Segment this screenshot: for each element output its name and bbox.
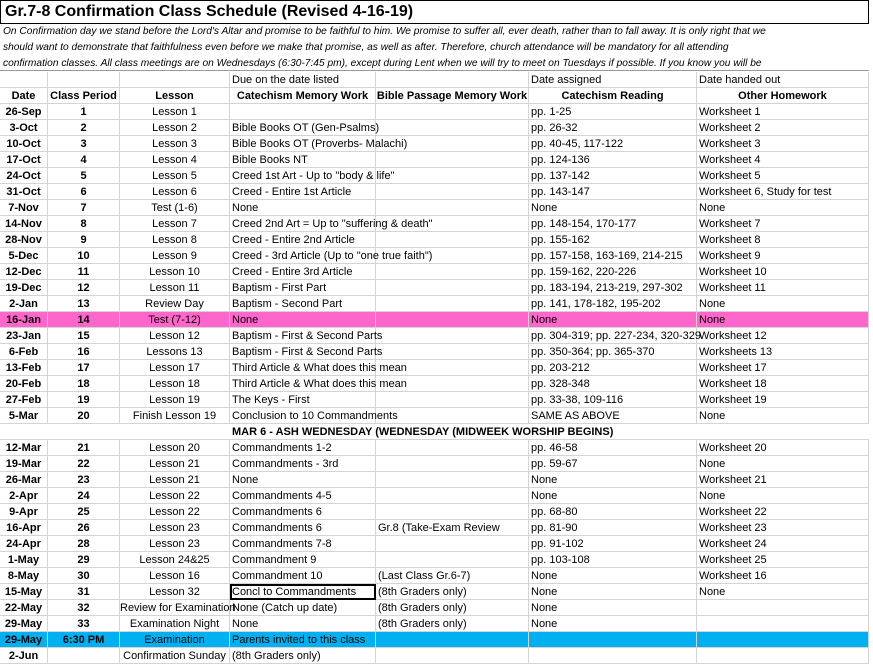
- cell-catechism-memory[interactable]: None: [230, 616, 376, 632]
- cell-homework[interactable]: Worksheet 9: [697, 248, 869, 264]
- cell-period[interactable]: 12: [48, 280, 120, 296]
- cell-lesson[interactable]: Lesson 4: [120, 152, 230, 168]
- cell-homework[interactable]: Worksheet 18: [697, 376, 869, 392]
- cell-period[interactable]: 11: [48, 264, 120, 280]
- cell-reading[interactable]: pp. 328-348: [529, 376, 697, 392]
- cell-bible-memory[interactable]: (Last Class Gr.6-7): [376, 568, 529, 584]
- cell-catechism-memory[interactable]: Commandments - 3rd: [230, 456, 376, 472]
- cell-period[interactable]: 8: [48, 216, 120, 232]
- cell-date[interactable]: 24-Oct: [0, 168, 48, 184]
- table-row: [0, 600, 869, 616]
- cell-catechism-memory[interactable]: Creed - Entire 2nd Article: [230, 232, 376, 248]
- cell-period[interactable]: 25: [48, 504, 120, 520]
- cell[interactable]: [120, 424, 230, 440]
- cell-homework[interactable]: None: [697, 200, 869, 216]
- cell-catechism-memory[interactable]: Creed - 3rd Article (Up to "one true faith"): [232, 250, 433, 262]
- cell-catechism-memory[interactable]: Commandments 4-5: [230, 488, 376, 504]
- cell-reading[interactable]: pp. 203-212: [529, 360, 697, 376]
- cell-reading[interactable]: SAME AS ABOVE: [529, 408, 697, 424]
- cell-reading[interactable]: pp. 157-158, 163-169, 214-215: [529, 248, 697, 264]
- cell-reading[interactable]: pp. 155-162: [529, 232, 697, 248]
- cell-lesson[interactable]: Lesson 32: [120, 584, 230, 600]
- cell-period[interactable]: 23: [48, 472, 120, 488]
- cell-date[interactable]: 24-Apr: [0, 536, 48, 552]
- cell-reading[interactable]: [529, 648, 697, 664]
- cell-lesson[interactable]: Review for Examination: [120, 602, 236, 614]
- cell-bible-memory[interactable]: [376, 104, 529, 120]
- table-row: [0, 296, 869, 312]
- cell-bible-memory[interactable]: [376, 200, 529, 216]
- cell-reading[interactable]: None: [529, 472, 697, 488]
- table-row: [0, 504, 869, 520]
- cell-reading[interactable]: pp. 143-147: [529, 184, 697, 200]
- cell-lesson[interactable]: Lesson 5: [120, 168, 230, 184]
- cell-bible-memory[interactable]: (8th Graders only): [376, 600, 529, 616]
- cell-period[interactable]: 22: [48, 456, 120, 472]
- cell-homework[interactable]: Worksheet 6, Study for test: [697, 184, 869, 200]
- cell-catechism-memory[interactable]: Baptism - First & Second Parts: [232, 346, 383, 358]
- cell-date[interactable]: 5-Dec: [0, 248, 48, 264]
- cell-date[interactable]: 14-Nov: [0, 216, 48, 232]
- table-row: [0, 552, 869, 568]
- cell-date[interactable]: 2-Jun: [0, 648, 48, 664]
- cell-homework[interactable]: Worksheet 5: [697, 168, 869, 184]
- cell-catechism-memory[interactable]: None: [230, 200, 376, 216]
- cell-bible-memory[interactable]: Gr.8 (Take-Exam Review: [376, 520, 529, 536]
- cell-lesson[interactable]: Lesson 21: [120, 456, 230, 472]
- cell[interactable]: [48, 72, 120, 88]
- cell-period[interactable]: 10: [48, 248, 120, 264]
- cell-reading[interactable]: pp. 103-108: [529, 552, 697, 568]
- cell-period[interactable]: 14: [48, 312, 120, 328]
- table-row: [0, 136, 869, 152]
- cell-period[interactable]: 9: [48, 232, 120, 248]
- cell-reading[interactable]: [529, 632, 697, 648]
- cell[interactable]: [48, 424, 120, 440]
- table-row: [0, 632, 869, 648]
- header-catechism-reading[interactable]: Catechism Reading: [529, 88, 697, 104]
- cell-homework[interactable]: None: [697, 584, 869, 600]
- cell-reading[interactable]: None: [529, 312, 697, 328]
- cell-homework[interactable]: Worksheet 12: [697, 328, 869, 344]
- cell-homework[interactable]: None: [697, 312, 869, 328]
- table-row: [0, 248, 869, 264]
- cell-catechism-memory[interactable]: Baptism - First & Second Parts: [232, 330, 383, 342]
- cell-catechism-memory[interactable]: Third Article & What does this mean: [232, 378, 407, 390]
- cell-reading[interactable]: pp. 81-90: [529, 520, 697, 536]
- cell-bible-memory[interactable]: [376, 296, 529, 312]
- cell-date[interactable]: 5-Mar: [0, 408, 48, 424]
- cell-lesson[interactable]: Lesson 3: [120, 136, 230, 152]
- cell-date[interactable]: 29-May: [0, 632, 48, 648]
- cell-catechism-memory[interactable]: Third Article & What does this mean: [232, 362, 407, 374]
- cell-bible-memory[interactable]: [376, 184, 529, 200]
- intro-line: confirmation classes. All class meetings are on Wednesdays (6:30-7:45 pm), except during Lent when we will try to meet on Tuesdays if possible. If you know you will be: [3, 58, 762, 69]
- cell-reading[interactable]: pp. 1-25: [529, 104, 697, 120]
- header-row: [0, 88, 869, 104]
- cell-reading[interactable]: None: [529, 488, 697, 504]
- header-date[interactable]: Date: [0, 88, 48, 104]
- cell-bible-memory[interactable]: [376, 472, 529, 488]
- table-row: [0, 360, 869, 376]
- sheet-title[interactable]: Gr.7-8 Confirmation Class Schedule (Revised 4-16-19): [0, 0, 869, 24]
- cell-period[interactable]: 7: [48, 200, 120, 216]
- table-row: [0, 184, 869, 200]
- cell-homework[interactable]: Worksheet 3: [697, 136, 869, 152]
- cell-catechism-memory[interactable]: Baptism - Second Part: [230, 296, 376, 312]
- cell-reading[interactable]: pp. 26-32: [529, 120, 697, 136]
- cell-period[interactable]: 4: [48, 152, 120, 168]
- cell-date[interactable]: 3-Oct: [0, 120, 48, 136]
- cell-lesson[interactable]: Lesson 18: [120, 376, 230, 392]
- cell-catechism-memory[interactable]: Bible Books OT (Gen-Psalms): [232, 122, 380, 134]
- cell-homework[interactable]: Worksheet 19: [697, 392, 869, 408]
- cell-reading[interactable]: pp. 350-364; pp. 365-370: [529, 344, 697, 360]
- cell-bible-memory[interactable]: [376, 120, 529, 136]
- cell-reading[interactable]: pp. 304-319; pp. 227-234, 320-329: [531, 330, 702, 342]
- cell-period[interactable]: 19: [48, 392, 120, 408]
- cell-date[interactable]: 27-Feb: [0, 392, 48, 408]
- selected-cell[interactable]: Concl to Commandments: [230, 584, 376, 600]
- cell-homework[interactable]: Worksheet 23: [697, 520, 869, 536]
- cell-period[interactable]: 31: [48, 584, 120, 600]
- cell-date[interactable]: 6-Feb: [0, 344, 48, 360]
- cell-catechism-memory[interactable]: Parents invited to this class: [230, 632, 376, 648]
- cell-bible-memory[interactable]: [376, 344, 529, 360]
- cell-date[interactable]: 13-Feb: [0, 360, 48, 376]
- cell-lesson[interactable]: Finish Lesson 19: [120, 408, 230, 424]
- cell-homework[interactable]: None: [697, 488, 869, 504]
- cell-reading[interactable]: pp. 141, 178-182, 195-202: [529, 296, 697, 312]
- header-lesson[interactable]: Lesson: [120, 88, 230, 104]
- cell-catechism-memory[interactable]: Creed - Entire 1st Article: [230, 184, 376, 200]
- cell-catechism-memory[interactable]: None: [230, 472, 376, 488]
- cell-date[interactable]: 9-Apr: [0, 504, 48, 520]
- table-row: [0, 328, 869, 344]
- cell-bible-memory[interactable]: [376, 408, 529, 424]
- cell-catechism-memory[interactable]: Bible Books OT (Proverbs- Malachi): [232, 138, 408, 150]
- cell-homework[interactable]: Worksheet 8: [697, 232, 869, 248]
- cell-period[interactable]: 20: [48, 408, 120, 424]
- cell-reading[interactable]: None: [529, 584, 697, 600]
- cell-homework[interactable]: Worksheet 24: [697, 536, 869, 552]
- cell-homework[interactable]: Worksheet 11: [697, 280, 869, 296]
- cell-period[interactable]: 26: [48, 520, 120, 536]
- table-row: [0, 488, 869, 504]
- cell-homework[interactable]: Worksheet 22: [697, 504, 869, 520]
- header-other-homework[interactable]: Other Homework: [697, 88, 869, 104]
- cell-homework[interactable]: None: [697, 456, 869, 472]
- cell-date[interactable]: 12-Dec: [0, 264, 48, 280]
- cell-homework[interactable]: Worksheet 2: [697, 120, 869, 136]
- cell-date[interactable]: 8-May: [0, 568, 48, 584]
- table-row: [0, 232, 869, 248]
- cell-period[interactable]: 3: [48, 136, 120, 152]
- header-class-period[interactable]: Class Period: [48, 88, 120, 104]
- cell-date[interactable]: 2-Apr: [0, 488, 48, 504]
- cell-date[interactable]: 16-Jan: [0, 312, 48, 328]
- cell-period[interactable]: 5: [48, 168, 120, 184]
- cell-period[interactable]: 28: [48, 536, 120, 552]
- ash-wednesday-banner-row: [0, 424, 869, 440]
- cell-catechism-memory[interactable]: Commandment 9: [230, 552, 376, 568]
- cell-period[interactable]: 33: [48, 616, 120, 632]
- cell-period[interactable]: 21: [48, 440, 120, 456]
- cell-reading[interactable]: pp. 183-194, 213-219, 297-302: [529, 280, 697, 296]
- cell-bible-memory[interactable]: [376, 168, 529, 184]
- table-row: [0, 376, 869, 392]
- cell-bible-memory[interactable]: [376, 648, 529, 664]
- cell-date[interactable]: 26-Sep: [0, 104, 48, 120]
- cell-catechism-memory[interactable]: [230, 104, 376, 120]
- cell-bible-memory[interactable]: [376, 536, 529, 552]
- cell-reading[interactable]: pp. 124-136: [529, 152, 697, 168]
- cell-period[interactable]: 2: [48, 120, 120, 136]
- cell-catechism-memory[interactable]: Bible Books NT: [230, 152, 376, 168]
- cell-date[interactable]: 19-Dec: [0, 280, 48, 296]
- subheader-row: [0, 72, 869, 88]
- table-row: [0, 472, 869, 488]
- table-row: [0, 568, 869, 584]
- cell-homework[interactable]: Worksheet 20: [697, 440, 869, 456]
- table-row: [0, 392, 869, 408]
- cell-period[interactable]: 17: [48, 360, 120, 376]
- cell[interactable]: [0, 72, 48, 88]
- cell-lesson[interactable]: Lesson 24&25: [120, 552, 230, 568]
- cell-bible-memory[interactable]: [376, 264, 529, 280]
- ash-wednesday-banner[interactable]: MAR 6 - ASH WEDNESDAY (WEDNESDAY (MIDWEEK WORSHIP BEGINS): [230, 424, 869, 440]
- cell-date[interactable]: 12-Mar: [0, 440, 48, 456]
- cell-period[interactable]: 30: [48, 568, 120, 584]
- cell-lesson[interactable]: Test (1-6): [120, 200, 230, 216]
- cell-reading[interactable]: None: [529, 568, 697, 584]
- cell-reading[interactable]: None: [529, 200, 697, 216]
- cell-bible-memory[interactable]: [376, 440, 529, 456]
- table-row: [0, 520, 869, 536]
- cell-period[interactable]: [48, 648, 120, 664]
- cell-reading[interactable]: pp. 59-67: [529, 456, 697, 472]
- cell-date[interactable]: 28-Nov: [0, 232, 48, 248]
- cell-homework[interactable]: Worksheet 21: [697, 472, 869, 488]
- cell-lesson[interactable]: Test (7-12): [120, 312, 230, 328]
- cell-date[interactable]: 26-Mar: [0, 472, 48, 488]
- cell-reading[interactable]: None: [529, 616, 697, 632]
- cell-bible-memory[interactable]: [376, 152, 529, 168]
- cell-reading[interactable]: pp. 148-154, 170-177: [529, 216, 697, 232]
- cell-lesson[interactable]: Lesson 12: [120, 328, 230, 344]
- cell-lesson[interactable]: Lesson 22: [120, 504, 230, 520]
- cell-period[interactable]: 32: [48, 600, 120, 616]
- cell-lesson[interactable]: Lesson 1: [120, 104, 230, 120]
- cell-bible-memory[interactable]: [376, 232, 529, 248]
- cell-catechism-memory[interactable]: Commandments 7-8: [230, 536, 376, 552]
- table-row: [0, 440, 869, 456]
- table-row: [0, 152, 869, 168]
- cell-period[interactable]: 24: [48, 488, 120, 504]
- table-row: [0, 408, 869, 424]
- cell-bible-memory[interactable]: [376, 360, 529, 376]
- cell-lesson[interactable]: Lesson 9: [120, 248, 230, 264]
- cell-lesson[interactable]: Lesson 11: [120, 280, 230, 296]
- cell[interactable]: [120, 72, 230, 88]
- table-row: [0, 344, 869, 360]
- cell-bible-memory[interactable]: [376, 488, 529, 504]
- intro-line: On Confirmation day we stand before the Lord's Altar and promise to be faithful to him. We promise to suffer all, ever death, rather than to fall away. It is only right that we: [3, 26, 766, 37]
- subheader-handed[interactable]: Date handed out: [697, 72, 869, 88]
- subheader-due[interactable]: Due on the date listed: [230, 72, 376, 88]
- cell-bible-memory[interactable]: [376, 328, 529, 344]
- cell-date[interactable]: 17-Oct: [0, 152, 48, 168]
- cell-catechism-memory[interactable]: (8th Graders only): [230, 648, 376, 664]
- cell-catechism-memory[interactable]: Commandments 6: [230, 504, 376, 520]
- cell-catechism-memory[interactable]: Commandments 6: [230, 520, 376, 536]
- cell-bible-memory[interactable]: [376, 392, 529, 408]
- cell-homework[interactable]: Worksheets 13: [697, 344, 869, 360]
- cell-catechism-memory[interactable]: Conclusion to 10 Commandments: [232, 410, 398, 422]
- cell-period[interactable]: 6: [48, 184, 120, 200]
- cell[interactable]: [376, 72, 529, 88]
- cell-bible-memory[interactable]: [376, 248, 529, 264]
- cell-bible-memory[interactable]: [376, 552, 529, 568]
- cell-lesson[interactable]: Confirmation Sunday: [120, 648, 230, 664]
- cell-lesson[interactable]: Examination Night: [120, 616, 230, 632]
- cell-lesson[interactable]: Examination: [120, 632, 230, 648]
- cell-reading[interactable]: pp. 33-38, 109-116: [529, 392, 697, 408]
- cell-period[interactable]: 6:30 PM: [48, 632, 120, 648]
- cell-lesson[interactable]: Lesson 7: [120, 216, 230, 232]
- cell-lesson[interactable]: Lesson 23: [120, 520, 230, 536]
- table-row: [0, 200, 869, 216]
- cell-homework[interactable]: Worksheet 4: [697, 152, 869, 168]
- cell-reading[interactable]: pp. 137-142: [529, 168, 697, 184]
- cell-lesson[interactable]: Review Day: [120, 296, 230, 312]
- cell-catechism-memory[interactable]: Commandments 1-2: [230, 440, 376, 456]
- cell-bible-memory[interactable]: [376, 136, 529, 152]
- cell-lesson[interactable]: Lesson 23: [120, 536, 230, 552]
- cell-bible-memory[interactable]: [376, 504, 529, 520]
- cell[interactable]: [0, 424, 48, 440]
- table-row: [0, 312, 869, 328]
- cell-bible-memory[interactable]: [376, 376, 529, 392]
- cell-bible-memory[interactable]: [376, 280, 529, 296]
- cell-bible-memory[interactable]: [376, 632, 529, 648]
- table-row: [0, 616, 869, 632]
- cell-homework[interactable]: None: [697, 296, 869, 312]
- cell-lesson[interactable]: Lesson 16: [120, 568, 230, 584]
- table-row: [0, 536, 869, 552]
- cell-reading[interactable]: pp. 91-102: [529, 536, 697, 552]
- cell-homework[interactable]: Worksheet 25: [697, 552, 869, 568]
- cell-date[interactable]: 1-May: [0, 552, 48, 568]
- cell-catechism-memory[interactable]: Creed 1st Art - Up to "body & life": [232, 170, 395, 182]
- cell-period[interactable]: 29: [48, 552, 120, 568]
- cell-bible-memory[interactable]: (8th Graders only): [376, 584, 529, 600]
- cell-lesson[interactable]: Lesson 2: [120, 120, 230, 136]
- cell-reading[interactable]: None: [529, 600, 697, 616]
- cell-date[interactable]: 15-May: [0, 584, 48, 600]
- cell-date[interactable]: 10-Oct: [0, 136, 48, 152]
- cell-lesson[interactable]: Lesson 19: [120, 392, 230, 408]
- cell-reading[interactable]: pp. 40-45, 117-122: [529, 136, 697, 152]
- subheader-assigned[interactable]: Date assigned: [529, 72, 697, 88]
- table-row: [0, 216, 869, 232]
- cell-date[interactable]: 16-Apr: [0, 520, 48, 536]
- cell-bible-memory[interactable]: [376, 216, 529, 232]
- cell-lesson[interactable]: Lesson 21: [120, 472, 230, 488]
- table-row: [0, 648, 869, 664]
- intro-text-cell[interactable]: [0, 24, 869, 71]
- cell-lesson[interactable]: Lesson 8: [120, 232, 230, 248]
- cell-reading[interactable]: pp. 159-162, 220-226: [529, 264, 697, 280]
- cell-period[interactable]: 16: [48, 344, 120, 360]
- cell-period[interactable]: 1: [48, 104, 120, 120]
- cell-reading[interactable]: pp. 68-80: [529, 504, 697, 520]
- table-row: [0, 280, 869, 296]
- cell-homework[interactable]: [697, 648, 869, 664]
- cell-catechism-memory[interactable]: None: [230, 312, 376, 328]
- table-row: [0, 264, 869, 280]
- cell-bible-memory[interactable]: [376, 312, 529, 328]
- cell-period[interactable]: 13: [48, 296, 120, 312]
- table-row: [0, 120, 869, 136]
- cell-homework[interactable]: [697, 600, 869, 616]
- cell-period[interactable]: 18: [48, 376, 120, 392]
- cell-homework[interactable]: [697, 632, 869, 648]
- cell-date[interactable]: 2-Jan: [0, 296, 48, 312]
- cell-date[interactable]: 22-May: [0, 600, 48, 616]
- table-row: [0, 584, 869, 600]
- cell-date[interactable]: 31-Oct: [0, 184, 48, 200]
- cell-bible-memory[interactable]: (8th Graders only): [376, 616, 529, 632]
- header-catechism-memory[interactable]: Catechism Memory Work: [230, 88, 376, 104]
- table-row: [0, 456, 869, 472]
- cell-homework[interactable]: Worksheet 7: [697, 216, 869, 232]
- cell-catechism-memory[interactable]: Baptism - First Part: [230, 280, 376, 296]
- header-bible-memory[interactable]: Bible Passage Memory Work: [376, 90, 528, 102]
- cell-homework[interactable]: Worksheet 16: [697, 568, 869, 584]
- cell-date[interactable]: 20-Feb: [0, 376, 48, 392]
- cell-catechism-memory[interactable]: None (Catch up date): [230, 600, 376, 616]
- cell-homework[interactable]: Worksheet 1: [697, 104, 869, 120]
- cell-catechism-memory[interactable]: Creed - Entire 3rd Article: [230, 264, 376, 280]
- cell-reading[interactable]: pp. 46-58: [529, 440, 697, 456]
- cell-date[interactable]: 7-Nov: [0, 200, 48, 216]
- cell-homework[interactable]: [697, 616, 869, 632]
- cell-homework[interactable]: Worksheet 17: [697, 360, 869, 376]
- cell-date[interactable]: 29-May: [0, 616, 48, 632]
- cell-lesson[interactable]: Lesson 20: [120, 440, 230, 456]
- cell-lesson[interactable]: Lesson 10: [120, 264, 230, 280]
- cell-bible-memory[interactable]: [376, 456, 529, 472]
- cell-lesson[interactable]: Lesson 6: [120, 184, 230, 200]
- cell-lesson[interactable]: Lesson 17: [120, 360, 230, 376]
- cell-homework[interactable]: None: [697, 408, 869, 424]
- cell-catechism-memory[interactable]: Commandment 10: [230, 568, 376, 584]
- table-row: [0, 168, 869, 184]
- cell-homework[interactable]: Worksheet 10: [697, 264, 869, 280]
- cell-period[interactable]: 15: [48, 328, 120, 344]
- cell-catechism-memory[interactable]: Creed 2nd Art = Up to "suffering & death": [232, 218, 433, 230]
- cell-lesson[interactable]: Lesson 22: [120, 488, 230, 504]
- table-row: [0, 104, 869, 120]
- cell-date[interactable]: 19-Mar: [0, 456, 48, 472]
- cell-catechism-memory[interactable]: The Keys - First: [230, 392, 376, 408]
- cell-lesson[interactable]: Lessons 13: [120, 344, 230, 360]
- intro-line: should want to demonstrate that faithfulness even before we make that promise, as well as after. Therefore, church attendance will be mandatory for all attending: [3, 42, 729, 53]
- cell-date[interactable]: 23-Jan: [0, 328, 48, 344]
